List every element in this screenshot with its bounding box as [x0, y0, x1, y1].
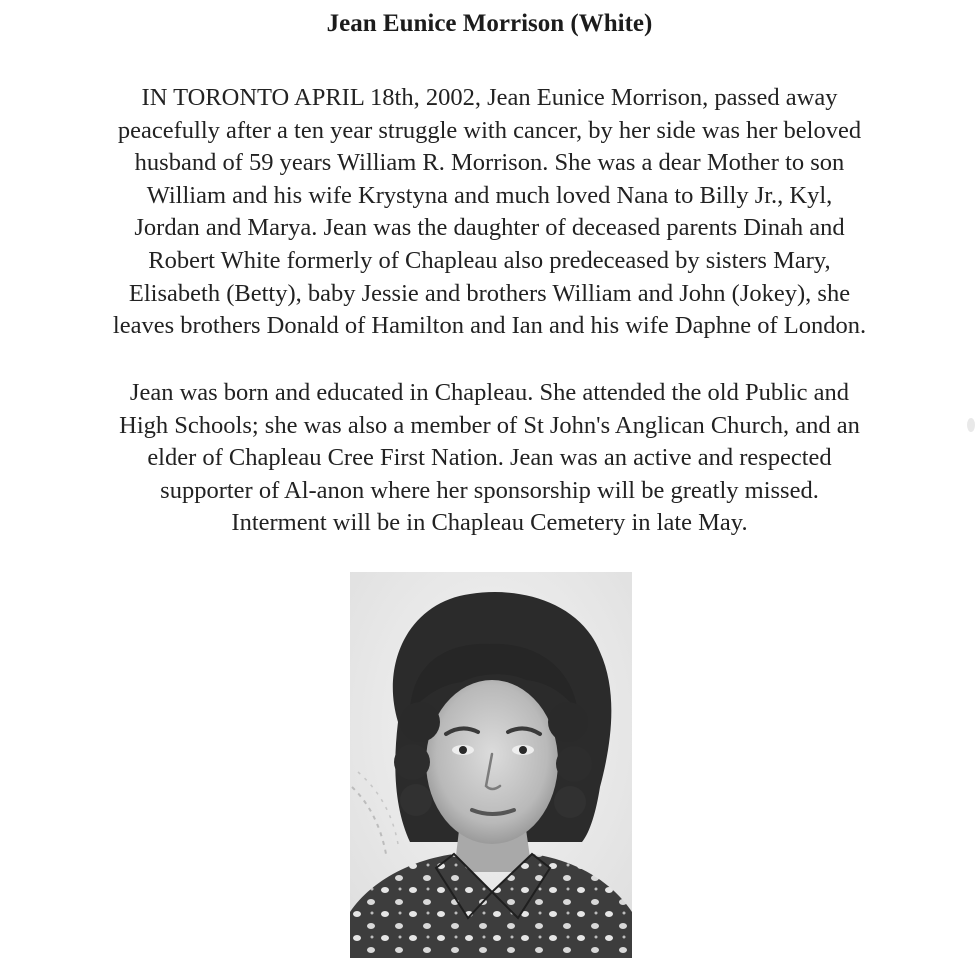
text-line: elder of Chapleau Cree First Nation. Jean was an active and respected — [147, 444, 832, 472]
text-line: IN TORONTO APRIL 18th, 2002, Jean Eunice Morrison, passed away — [141, 84, 838, 111]
text-line: Jordan and Marya. Jean was the daughter of deceased parents Dinah and — [134, 214, 845, 242]
text-line: peacefully after a ten year struggle with cancer, by her side was her beloved — [117, 116, 862, 144]
text-line: High Schools; she was also a member of St John's Anglican Church, and an — [119, 411, 860, 439]
obituary-paragraph-2 — [0, 377, 979, 540]
text-line: leaves brothers Donald of Hamilton and Ian and his wife Daphne of London. — [112, 312, 867, 340]
text-line: supporter of Al-anon where her sponsorship will be greatly missed. — [160, 476, 819, 504]
text-line: Interment will be in Chapleau Cemetery in late May. — [231, 509, 748, 537]
scan-smudge — [967, 418, 975, 432]
text-line: Elisabeth (Betty), baby Jessie and brothers William and John (Jokey), she — [128, 279, 851, 307]
portrait-photo — [350, 572, 632, 958]
text-line: Robert White formerly of Chapleau also predeceased by sisters Mary, — [148, 246, 831, 274]
text-line: William and his wife Krystyna and much loved Nana to Billy Jr., Kyl, — [146, 181, 833, 209]
text-line: husband of 59 years William R. Morrison. She was a dear Mother to son — [134, 149, 845, 177]
text-line: Jean was born and educated in Chapleau. She attended the old Public and — [129, 379, 850, 406]
obituary-paragraph-1 — [0, 82, 979, 343]
document-title: Jean Eunice Morrison (White) — [326, 10, 653, 37]
